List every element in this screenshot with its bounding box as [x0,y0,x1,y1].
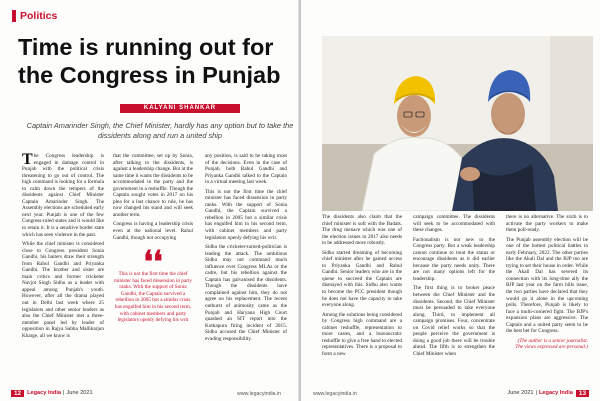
standfirst: Captain Amarinder Singh, the Chief Minister, hardly has any option but to take the dissidents along and run a united ship [26,121,294,140]
separator: | [535,390,537,396]
website-url: www.legacyindia.in [313,391,357,397]
author-note: (The author is a senior journalist. [517,337,588,344]
paragraph: Sidhu started dreaming of becoming chief minister after he gained access to Priyanka Gandhi and Rahul Gandhi. Senior leaders who are in the queue to succeed the Captain are dismayed with this. Sidhu also wants to become the PCC president though he does not have the capacity to take everyone along. [322,249,402,309]
paragraph: Among the solutions being considered by Congress high command are a cabinet reshuffle, representation to more castes, and a bureaucratic reshuffle to give a free hand to elected representatives. There is a proposal to form a new [322,311,402,357]
disclaimer-note: The views expressed are personal.) [515,344,588,351]
paragraph: The dissidents also claim that the chief minister is soft with the Badals. The drug menace which was one of the election issues in 2017 also needs to be addressed more robustly. [322,214,402,247]
leaders-photo [322,36,593,211]
magazine-name: Legacy India [539,390,573,396]
left-page [0,0,299,401]
paragraph: The first thing is to broker peace between the Chief Minister and the dissidents. Second, the Chief Minister must be persuaded to take everyone along. Third, to implement all campaign promises. Four, concentrate on Covid relief works so that the people perceive the government is doing a good job there will be trouble ahead. The fifth is to strengthen the Chief Minister when [413,285,495,357]
pull-quote [113,246,193,324]
article-column-2 [113,153,193,244]
paragraph [22,153,104,238]
folio [507,388,592,398]
drop-cap: T [22,151,33,168]
section-marker [12,10,16,22]
byline: KALYANI SHANKAR [120,104,240,113]
article-column-1 [22,153,104,342]
section-label: Politics [20,10,58,22]
article-column-4 [322,214,402,360]
page-number: 12 [11,390,24,397]
paragraph-text: he Congress leadership is engaged in damage control in Punjab with the political crisis threatening to go out of control. The high command is looking for a formula to calm down the tempers of the dissidents against Chief Minister Captain Amarinder Singh. The Assembly elections are scheduled early next year. Punjab is one of the few Congress-ruled states and it would like to retain it. It is a sensitive border state which has seen violence in the past. [22,153,104,238]
separator: | [63,390,65,396]
right-page [301,0,600,401]
paragraph: there is no alternative. The sixth is to activate the party workers to make them poll-ready. [506,214,588,234]
quote-icon: ❛❛ [143,246,163,279]
paragraph: This is not the first time the chief minister has faced dissension in party ranks. With the support of Sonia Gandhi, the Captain survived a rebellion in 2005 but a similar crisis has engulfed him in his second term, with cabinet members and party legislators openly defying his writ. [205,188,287,241]
section-tag [12,9,57,23]
paragraph: any position, is said to be taking most of the decisions. Even in the case of Punjab, both Rahul Gandhi and Priyanka Gandhi talked to the Captain in a virtual meeting last week. [205,153,287,186]
article-column-6 [506,214,588,351]
article-column-5 [413,214,495,360]
paragraph: that the committee, set up by Sonia, after talking to the dissidents, is against a leadership change. But at the same time it wants the dissidents to be accommodated in the party and the government in a reshuffle. Though the Captain sought votes in 2017 on his plea for a last chance to rule, he has now changed his stand and will seek another term. [113,153,193,218]
paragraph: Congress is having a leadership crisis even at the national level. Rahul Gandhi, though not occupying [113,221,193,241]
paragraph: campaign committee. The dissidents will seek to be accommodated with these changes. [413,214,495,234]
paragraph: Sidhu the cricketer-turned-politician is leading the attack. The ambitious Sidhu may not command much influence over Congress MLAs or the cadre, but his rebellion against the Captain has galvanised the dissidents. Though the dissidents have complained against him, they do not agree on his replacement. The recent outburst of animosity came as the Punjab and Haryana High Court quashed an SIT report into the Kotkapura firing incident of 2015. Sidhu accused the Chief Minister of evading responsibility. [205,244,287,342]
page-number: 13 [576,390,589,397]
paragraph: Factionalism is not new to the Congress party. But a weak leadership cannot continue to treat the status or encourage dissidents as it did earlier because the party needs unity. There are not many options left for the leadership. [413,236,495,282]
magazine-name: Legacy India [27,390,61,396]
article-column-3 [205,153,287,345]
paragraph: While the chief minister is considered close to Congress president Sonia Gandhi, his baiters draw their strength from Rahul Gandhi and Priyanka Gandhi. The brother and sister are main critics and former cricketer Navjot Singh Sidhu as a leader with appeal among Punjab's youth. However, after all the drama played out in Delhi last week where 25 legislators and other senior leaders as also the Chief Minister met a three-member panel led by leader of opposition in Rajya Sabha Mallikarjun Kharge, all we know is [22,241,104,339]
issue-date: June 2021 [507,390,534,396]
pull-quote-text: This is not the first time the chief minister has faced dissension in party ranks. With the support of Sonia Gandhi, the Captain survived a rebellion in 2005 but a similar crisis has engulfed him in his second term, with cabinet members and party legislators openly defying his writ [114,271,192,324]
headline: Time is running out for the Congress in Punjab [18,34,281,88]
website-url: www.legacyindia.in [237,391,281,397]
photo-illustration [322,36,593,211]
paragraph: The Punjab assembly election will be one of the hottest political battles in early February, 2022. The other parties like the Akali Dal and the BJP too are trying to set their house in order. While the Akali Dal has severed its connection with its long-time ally the BJP last year on the farm bills issue, the two parties have declared that they would go it alone in the upcoming polls. Therefore, Punjab is likely to face a multi-cornered fight. The BJP's expansion plans are aggressive. The Captain and a united party seem to be the best bet for Congress. [506,236,588,335]
issue-date: June 2021 [66,390,93,396]
folio [8,388,93,398]
